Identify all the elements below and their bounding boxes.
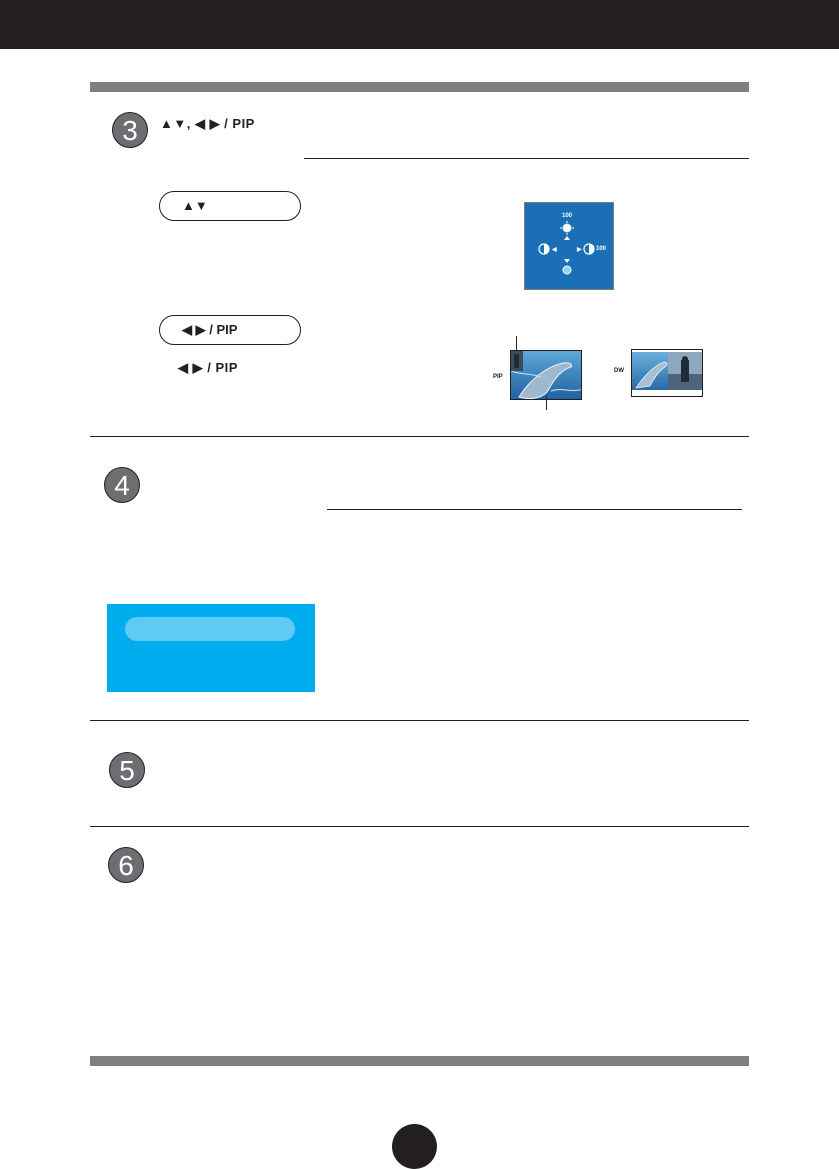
step-6-number: 6 — [108, 847, 144, 883]
brightness-icon — [560, 221, 574, 235]
pip-picture — [510, 350, 582, 400]
brightness-low-icon — [561, 264, 573, 276]
top-divider-bar — [90, 82, 749, 92]
step-3-underline — [304, 158, 749, 159]
pip-callout-line-bottom — [546, 396, 547, 410]
contrast-right-icon — [583, 243, 595, 255]
step-3-keys: ▲▼, ◀ ▶ / PIP — [160, 116, 255, 131]
section-divider-5-6 — [90, 826, 749, 827]
down-arrow-icon — [564, 259, 570, 263]
leftright-button-label: ◀ ▶ / PIP — [182, 322, 238, 337]
up-arrow-icon — [564, 236, 570, 240]
dual-window-image — [632, 350, 703, 397]
step-3-number: 3 — [112, 112, 148, 148]
leftright-caption: ◀ ▶ / PIP — [178, 360, 238, 375]
header-bar — [0, 0, 839, 49]
dw-label: DW — [614, 368, 624, 374]
updown-button-pill — [159, 191, 301, 221]
updown-button-label: ▲▼ — [182, 198, 208, 213]
leftright-button-pill — [159, 315, 301, 345]
osd-right-number: 100 — [596, 246, 607, 252]
step-4-number: 4 — [104, 467, 140, 503]
osd-menu-highlight-bar — [125, 617, 295, 641]
osd-left-value: ◀ — [552, 247, 557, 253]
step-5-number: 5 — [109, 752, 145, 788]
osd-menu-preview — [107, 604, 315, 692]
contrast-left-icon — [538, 243, 550, 255]
bottom-divider-bar — [90, 1056, 749, 1066]
osd-top-value: 100 — [562, 213, 573, 219]
page-number-badge — [392, 1124, 437, 1169]
dw-picture — [631, 349, 703, 397]
dolphin-image — [511, 351, 582, 400]
osd-right-value: ▶ — [577, 247, 582, 253]
step-4-underline — [327, 509, 742, 510]
pip-label: PIP — [493, 374, 503, 380]
osd-brightness-contrast-box — [524, 202, 614, 290]
section-divider-3-4 — [90, 436, 749, 437]
section-divider-4-5 — [90, 720, 749, 721]
